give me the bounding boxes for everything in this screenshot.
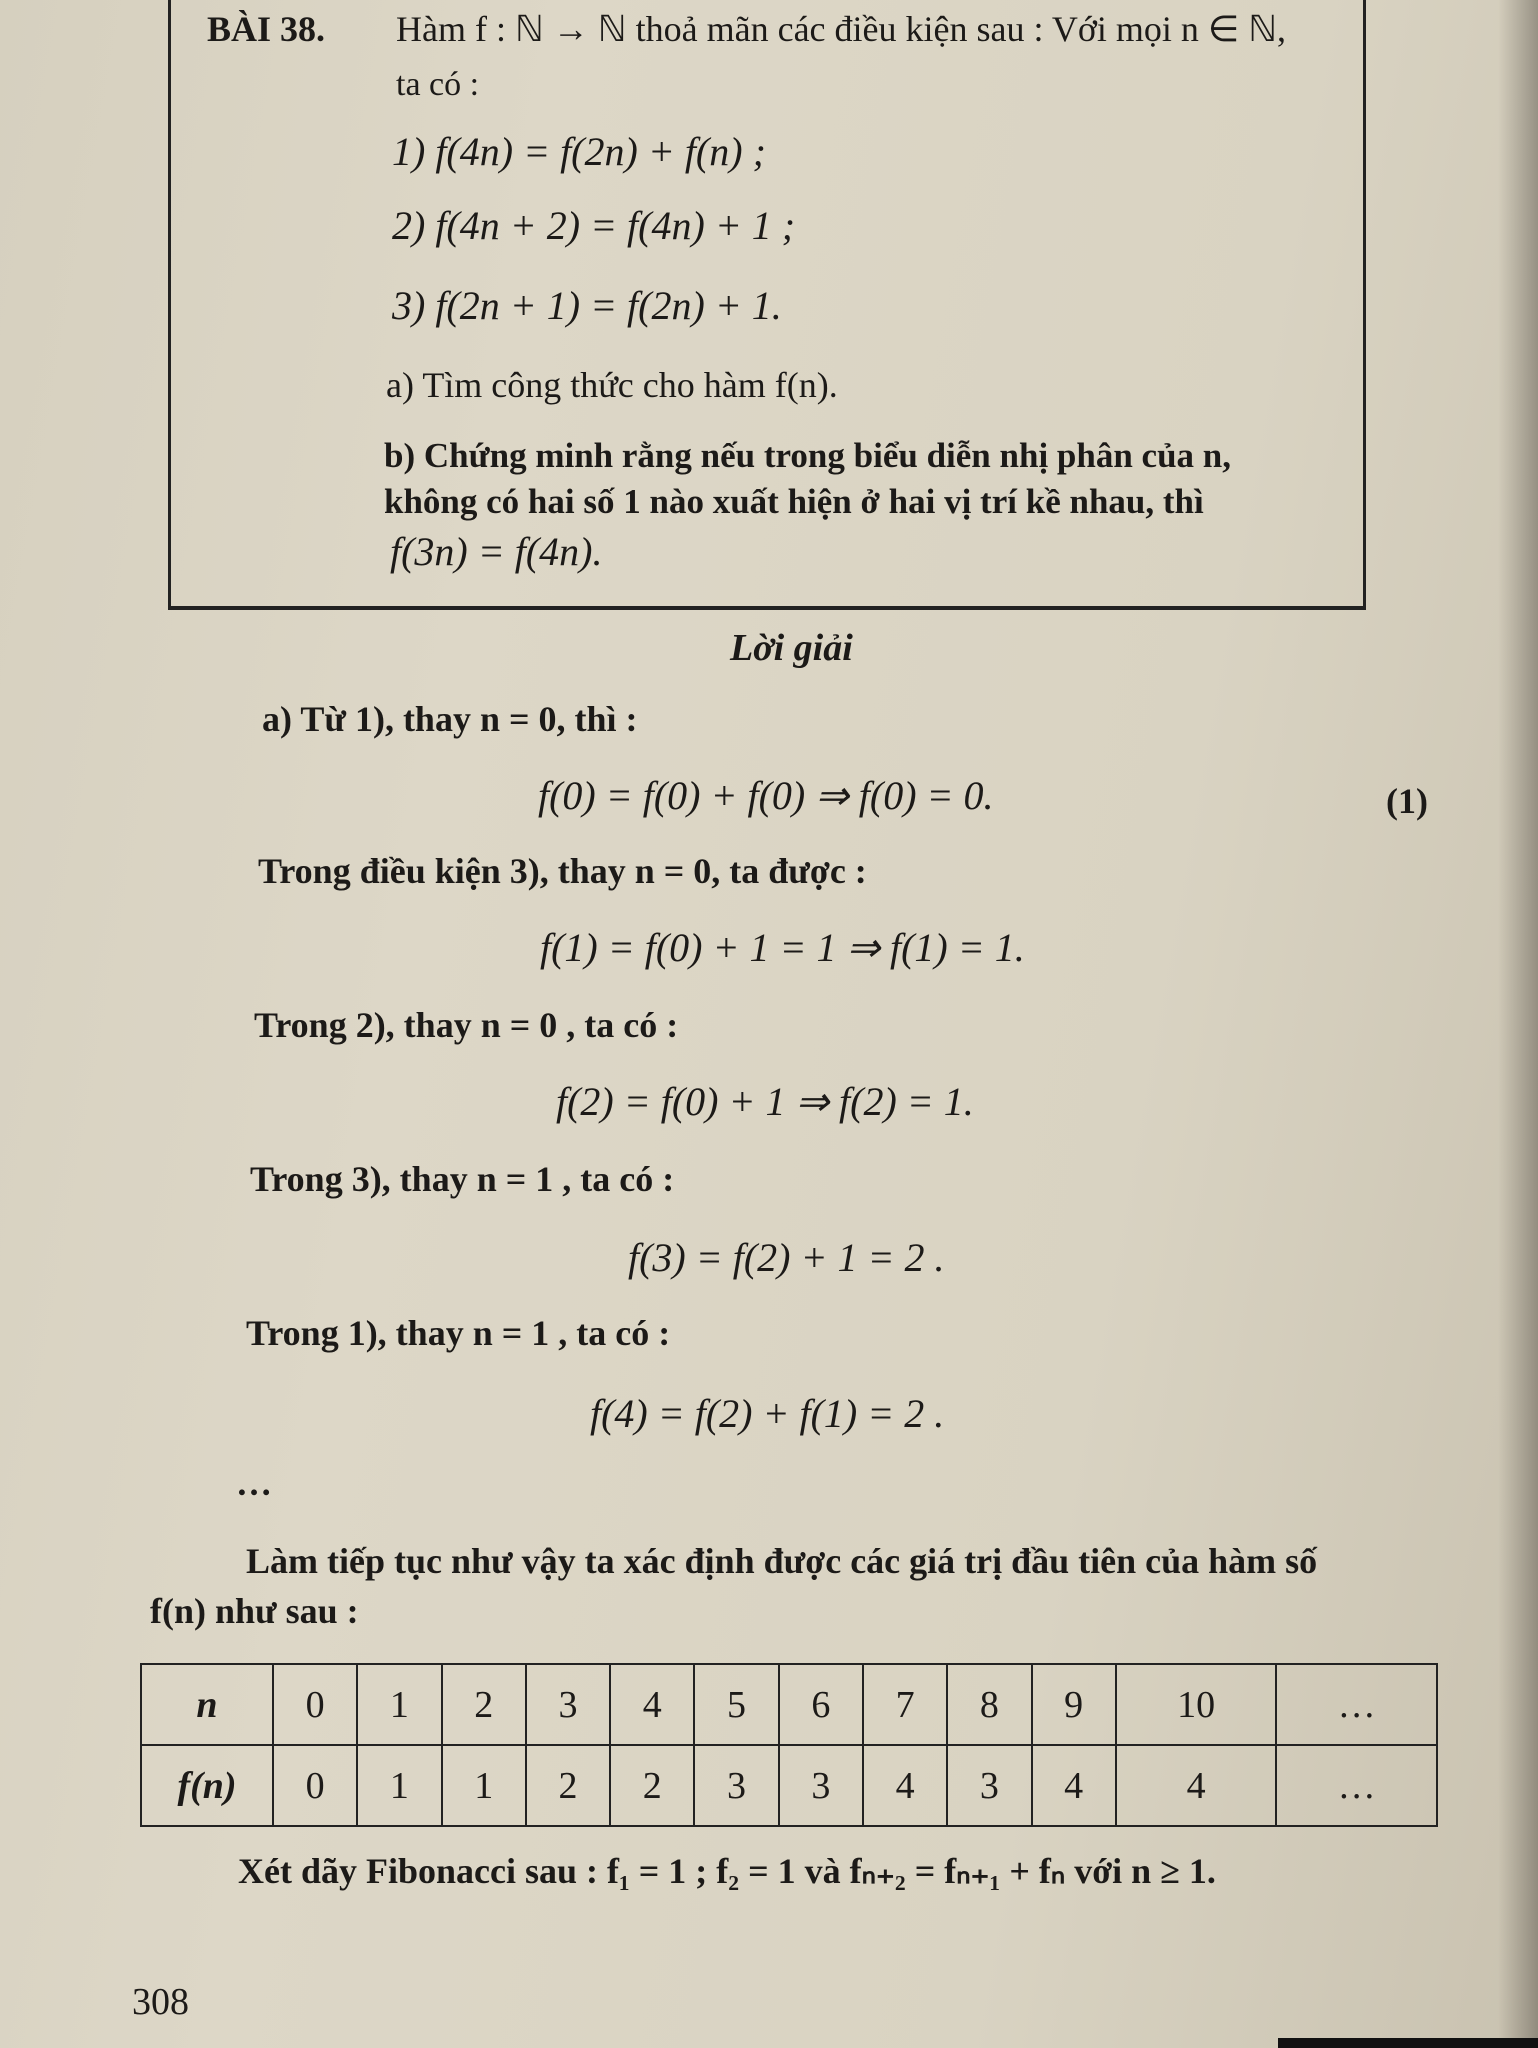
table-cell: f(n) [141,1745,273,1826]
step1-equation: f(0) = f(0) + f(0) ⇒ f(0) = 0. [538,773,994,818]
table-cell: 3 [526,1664,610,1745]
step2-text: Trong điều kiện 3), thay n = 0, ta được : [258,851,867,891]
part-b-line2: không có hai số 1 nào xuất hiện ở hai vị trí kề nhau, thì [384,482,1204,521]
table-cell: 3 [779,1745,863,1826]
page-edge-shadow [1498,0,1538,2048]
table-cell: 8 [947,1664,1031,1745]
fibonacci-line: Xét dãy Fibonacci sau : f₁ = 1 ; f₂ = 1 và fₙ₊₂ = fₙ₊₁ + fₙ với n ≥ 1. [238,1851,1216,1891]
table-cell: 1 [357,1664,441,1745]
table-cell: 2 [610,1745,694,1826]
table-cell: 4 [610,1664,694,1745]
page-number: 308 [132,1981,189,2023]
table-cell: 2 [442,1664,526,1745]
values-table [140,1663,1438,1827]
table-cell: 10 [1116,1664,1277,1745]
part-b-line3: f(3n) = f(4n). [390,529,603,574]
solution-heading: Lời giải [730,627,853,669]
continue-line1: Làm tiếp tục như vậy ta xác định được các giá trị đầu tiên của hàm số [246,1541,1318,1581]
problem-statement-line2: ta có : [396,66,480,103]
table-cell: 4 [1032,1745,1116,1826]
table-cell: 4 [863,1745,947,1826]
table-cell: n [141,1664,273,1745]
problem-statement-line1: Hàm f : ℕ → ℕ thoả mãn các điều kiện sau : Với mọi n ∈ ℕ, [396,9,1287,49]
step1-text: a) Từ 1), thay n = 0, thì : [262,699,638,739]
table-row-fn [141,1745,1437,1826]
ellipsis: … [236,1463,272,1503]
condition-2: 2) f(4n + 2) = f(4n) + 1 ; [392,203,796,248]
step1-label: (1) [1386,781,1428,821]
table-cell: 9 [1032,1664,1116,1745]
continue-line2: f(n) như sau : [150,1591,359,1631]
step5-equation: f(4) = f(2) + f(1) = 2 . [590,1391,945,1436]
step4-text: Trong 3), thay n = 1 , ta có : [250,1159,675,1199]
table-cell: 0 [273,1745,357,1826]
step2-equation: f(1) = f(0) + 1 = 1 ⇒ f(1) = 1. [540,925,1025,970]
table-cell: … [1276,1664,1437,1745]
step5-text: Trong 1), thay n = 1 , ta có : [246,1313,671,1353]
table-cell: 2 [526,1745,610,1826]
step4-equation: f(3) = f(2) + 1 = 2 . [628,1235,945,1280]
table-cell: 7 [863,1664,947,1745]
table-cell: 0 [273,1664,357,1745]
table-cell: 1 [442,1745,526,1826]
table-cell: 3 [694,1745,778,1826]
table-cell: 3 [947,1745,1031,1826]
table-cell: 4 [1116,1745,1277,1826]
part-a: a) Tìm công thức cho hàm f(n). [386,365,838,405]
problem-number: BÀI 38. [207,9,326,49]
page-edge-strip [1278,2038,1538,2048]
step3-equation: f(2) = f(0) + 1 ⇒ f(2) = 1. [556,1079,974,1124]
condition-1: 1) f(4n) = f(2n) + f(n) ; [392,129,766,174]
table-cell: 1 [357,1745,441,1826]
table-cell: … [1276,1745,1437,1826]
table-cell: 6 [779,1664,863,1745]
table-cell: 5 [694,1664,778,1745]
part-b-line1: b) Chứng minh rằng nếu trong biểu diễn nhị phân của n, [384,436,1232,475]
condition-3: 3) f(2n + 1) = f(2n) + 1. [392,283,782,328]
step3-text: Trong 2), thay n = 0 , ta có : [254,1005,679,1045]
table-row-n [141,1664,1437,1745]
